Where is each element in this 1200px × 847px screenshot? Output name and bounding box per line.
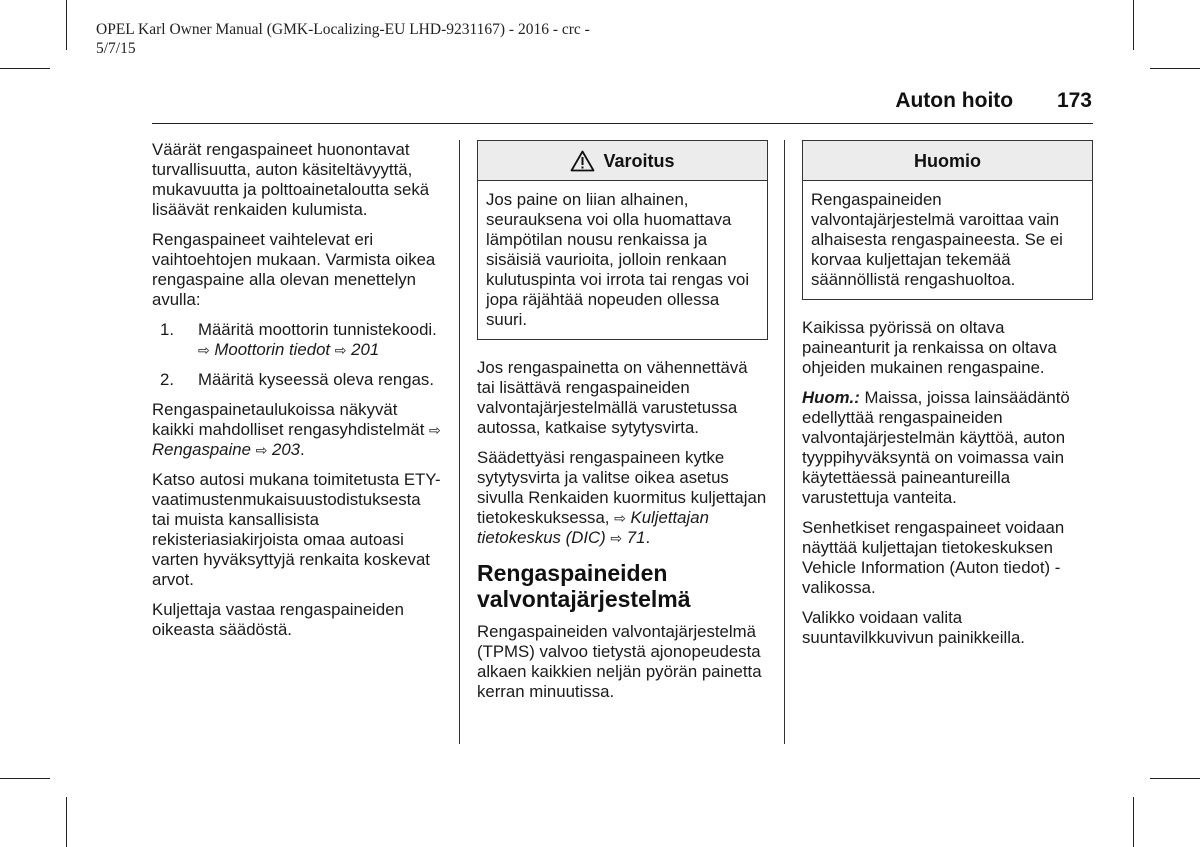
paragraph: Kuljettaja vastaa rengaspaineiden oikeasta säädöstä. (152, 600, 404, 639)
right-column (802, 140, 1093, 658)
cross-reference-link[interactable]: Moottorin tiedot (214, 340, 331, 359)
crop-mark (1150, 68, 1200, 69)
paragraph: Rengaspaineiden valvontajärjestelmä (TPMS) valvoo tietystä ajonopeudesta alkaen kaikkien neljän pyörän painetta kerran minuutissa. (477, 622, 762, 701)
paragraph: Rengaspainetaulukoissa näkyvät kaikki mahdolliset rengasyhdistelmät ⇨ Rengaspaine ⇨ 203. (152, 400, 441, 459)
step-text (198, 320, 442, 360)
paragraph: Senhetkiset rengaspaineet voidaan näyttää kuljettajan tietokeskuksen Vehicle Information (Auton tiedot) -valikossa. (802, 518, 1065, 597)
note-label: Huom.: (802, 388, 860, 407)
step-number: 2. (160, 370, 174, 389)
section-heading: Rengaspaineiden valvontajärjestelmä (477, 560, 691, 612)
step-body: Määritä moottorin tunnistekoodi. (198, 320, 437, 339)
notice-body: Rengaspaineiden valvontajärjestelmä varoittaa vain alhaisesta rengaspaineesta. Se ei korvaa kuljettajan tekemää säännöllistä rengashuoltoa. (811, 190, 1063, 289)
warning-header (478, 141, 767, 181)
crop-mark (66, 0, 67, 50)
running-header (895, 89, 1092, 113)
column-divider (459, 140, 460, 744)
header-rule (152, 123, 1093, 124)
step-list (152, 320, 442, 390)
warning-triangle-icon (570, 150, 595, 172)
paragraph: Väärät rengaspaineet huonontavat turvallisuutta, auton käsiteltävyyttä, mukavuutta ja polttoainetaloutta sekä lisäävät renkaiden kulumista. (152, 140, 430, 219)
note-text: Maissa, joissa lainsäädäntö edellyttää rengaspaineiden valvontajärjestelmän käyttöä, auton tyyppihyväksyntä on voimassa vain käytettäessä paineantureilla varustettuja vanteita. (802, 388, 1070, 507)
page-reference-icon: ⇨ (334, 342, 347, 358)
meta-line-1: OPEL Karl Owner Manual (GMK-Localizing-EU LHD-9231167) - 2016 - crc - (96, 21, 590, 38)
crop-mark (1133, 0, 1134, 50)
warning-box (477, 140, 768, 340)
crop-mark (66, 797, 67, 847)
page-reference-icon: ⇨ (255, 442, 268, 458)
middle-column (477, 140, 768, 712)
page-number: 173 (1056, 89, 1092, 112)
step-number: 1. (160, 320, 174, 339)
page-reference[interactable]: 71 (626, 528, 646, 547)
page-reference[interactable]: 201 (351, 340, 380, 359)
page-reference[interactable]: 203 (271, 440, 300, 459)
column-divider (784, 140, 785, 744)
crop-mark (0, 778, 50, 779)
notice-title: Huomio (914, 150, 981, 171)
notice-box (802, 140, 1093, 300)
warning-title: Varoitus (603, 150, 675, 171)
section-title: Auton hoito (895, 89, 1014, 112)
list-item (152, 370, 442, 390)
cross-reference-link[interactable]: Rengaspaine (152, 440, 251, 459)
crop-mark (0, 68, 50, 69)
cross-reference-icon: ⇨ (614, 510, 626, 526)
paragraph: Jos rengaspainetta on vähennettävä tai lisättävä rengaspaineiden valvontajärjestelmällä varustetussa autossa, katkaise sytytysvirta. (477, 358, 748, 437)
paragraph: Valikko voidaan valita suuntavilkkuvivun painikkeilla. (802, 608, 1025, 647)
page-reference-icon: ⇨ (610, 530, 623, 546)
cross-reference-icon: ⇨ (198, 342, 210, 358)
left-column (152, 140, 442, 650)
cross-reference-icon: ⇨ (429, 422, 441, 438)
list-item (152, 320, 442, 360)
paragraph-text: Säädettyäsi rengaspaineen kytke sytytysvirta ja valitse oikea asetus sivulla Renkaiden kuormitus kuljettajan tietokeskuksessa, (477, 448, 767, 527)
notice-header (803, 141, 1092, 181)
paragraph-text: Rengaspainetaulukoissa näkyvät kaikki mahdolliset rengasyhdistelmät (152, 400, 425, 439)
paragraph: Rengaspaineet vaihtelevat eri vaihtoehtojen mukaan. Varmista oikea rengaspaine alla olevan menettelyn avulla: (152, 230, 436, 309)
meta-line-2: 5/7/15 (96, 40, 136, 57)
cross-reference-link[interactable]: Kuljettajan tietokeskus (DIC) (477, 508, 709, 547)
paragraph: Katso autosi mukana toimitetusta ETY-vaatimustenmukaisuustodistuksesta tai muista kansallisista rekisteriasiakirjoista omaa autoasi varten hyväksyttyjä renkaita koskevat arvot. (152, 470, 441, 589)
step-body: Määritä kyseessä oleva rengas. (198, 370, 434, 389)
note-paragraph (802, 388, 1093, 508)
crop-mark (1150, 778, 1200, 779)
warning-body: Jos paine on liian alhainen, seurauksena voi olla huomattava lämpötilan nousu renkaissa ja sisäisiä vaurioita, jolloin renkaan kulutuspinta voi irrota tai rengas voi jopa räjähtää nopeuden ollessa suuri. (486, 190, 750, 329)
crop-mark (1133, 797, 1134, 847)
paragraph: Säädettyäsi rengaspaineen kytke sytytysvirta ja valitse oikea asetus sivulla Renkaiden kuormitus kuljettajan tietokeskuksessa, ⇨ Kuljettajan tietokeskus (DIC) ⇨ 71. (477, 448, 767, 547)
document-meta (96, 20, 590, 58)
paragraph: Kaikissa pyörissä on oltava paineanturit ja renkaissa on oltava ohjeiden mukainen rengaspaine. (802, 318, 1057, 377)
